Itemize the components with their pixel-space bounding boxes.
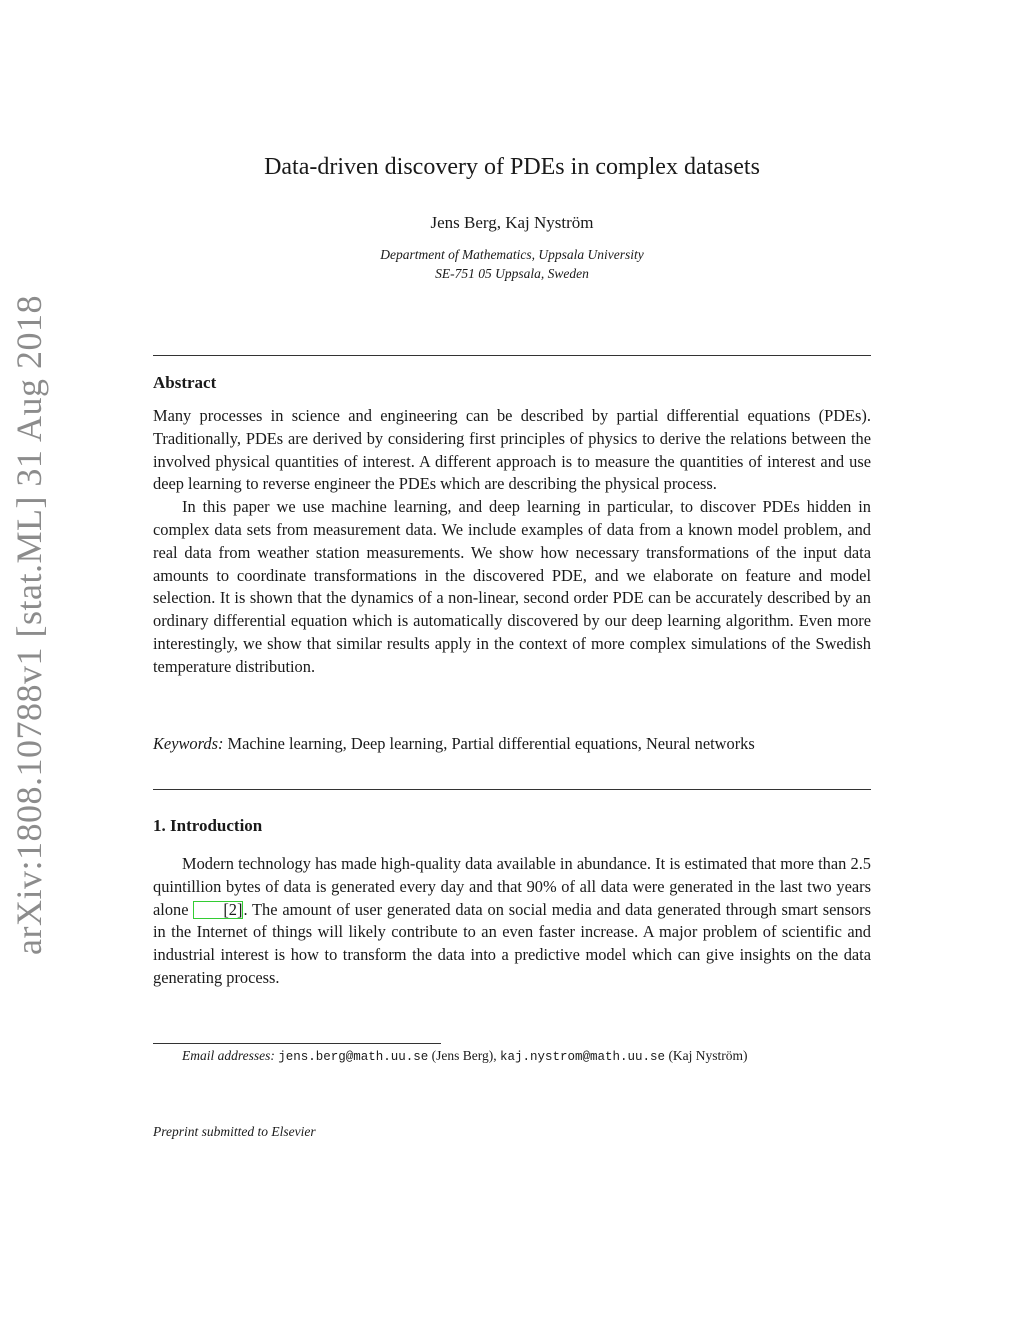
introduction-paragraph [153, 853, 871, 990]
keywords-label: Keywords: [153, 734, 224, 753]
paper-title: Data-driven discovery of PDEs in complex datasets [264, 154, 760, 180]
affiliation-department: Department of Mathematics, Uppsala University [380, 247, 644, 262]
author-list: Jens Berg, Kaj Nyström [430, 213, 594, 232]
introduction-heading: 1. Introduction [153, 816, 263, 835]
introduction-text-part-2: . The amount of user generated data on social media and data generated through smart sensors in the Internet of things will likely contribute to an even faster increase. A major problem of scientific and industrial interest is how to transform the data into a predictive model which can give insights on the data generating process. [153, 899, 871, 987]
citation-link[interactable]: [2] [193, 901, 243, 919]
email-owner-berg: (Jens Berg), [431, 1048, 497, 1063]
abstract-top-rule [153, 355, 871, 356]
footnote-rule [153, 1043, 441, 1044]
preprint-note: Preprint submitted to Elsevier [153, 1124, 316, 1139]
abstract-paragraph-2: In this paper we use machine learning, and deep learning in particular, to discover PDEs hidden in complex data sets from measurement data. We include examples of data from a known model problem, and real data from weather station measurements. We show how necessary transformations of the input data amounts to coordinate transformations in the discovered PDE, and we elaborate on feature and model selection. It is shown that the dynamics of a non-linear, second order PDE can be accurately described by an ordinary differential equation which is automatically discovered by our deep learning algorithm. Even more interestingly, we show that similar results apply in the context of more complex simulations of the Swedish temperature distribution. [153, 497, 871, 676]
keywords-text: Machine learning, Deep learning, Partial differential equations, Neural networks [227, 734, 755, 753]
email-link-berg[interactable]: jens.berg@math.uu.se [278, 1050, 429, 1064]
introduction-body [153, 853, 871, 990]
arxiv-identifier-stamp: arXiv:1808.10788v1 [stat.ML] 31 Aug 2018 [9, 295, 49, 955]
email-link-nystrom[interactable]: kaj.nystrom@math.uu.se [500, 1050, 666, 1064]
email-owner-nystrom: (Kaj Nyström) [668, 1048, 748, 1063]
abstract-bottom-rule [153, 789, 871, 790]
introduction-text-part-1: Modern technology has made high-quality data available in abundance. It is estimated that more than 2.5 quintillion bytes of data is generated every day and that 90% of all data were generated in the last two years alone [153, 854, 871, 919]
affiliation [0, 245, 1024, 283]
footnote-label: Email addresses: [182, 1048, 275, 1063]
abstract-paragraph-1: Many processes in science and engineering can be described by partial differential equations (PDEs). Traditionally, PDEs are derived by considering first principles of physics to derive the relations between the involved physical quantities of interest. A different approach is to measure the quantities of interest and use deep learning to reverse engineer the PDEs which are describing the physical process. [153, 406, 871, 494]
abstract-heading: Abstract [153, 373, 217, 392]
footnote-emails [153, 1048, 913, 1064]
affiliation-address: SE-751 05 Uppsala, Sweden [435, 266, 589, 281]
keywords-block [153, 733, 871, 756]
abstract-body [153, 405, 871, 679]
